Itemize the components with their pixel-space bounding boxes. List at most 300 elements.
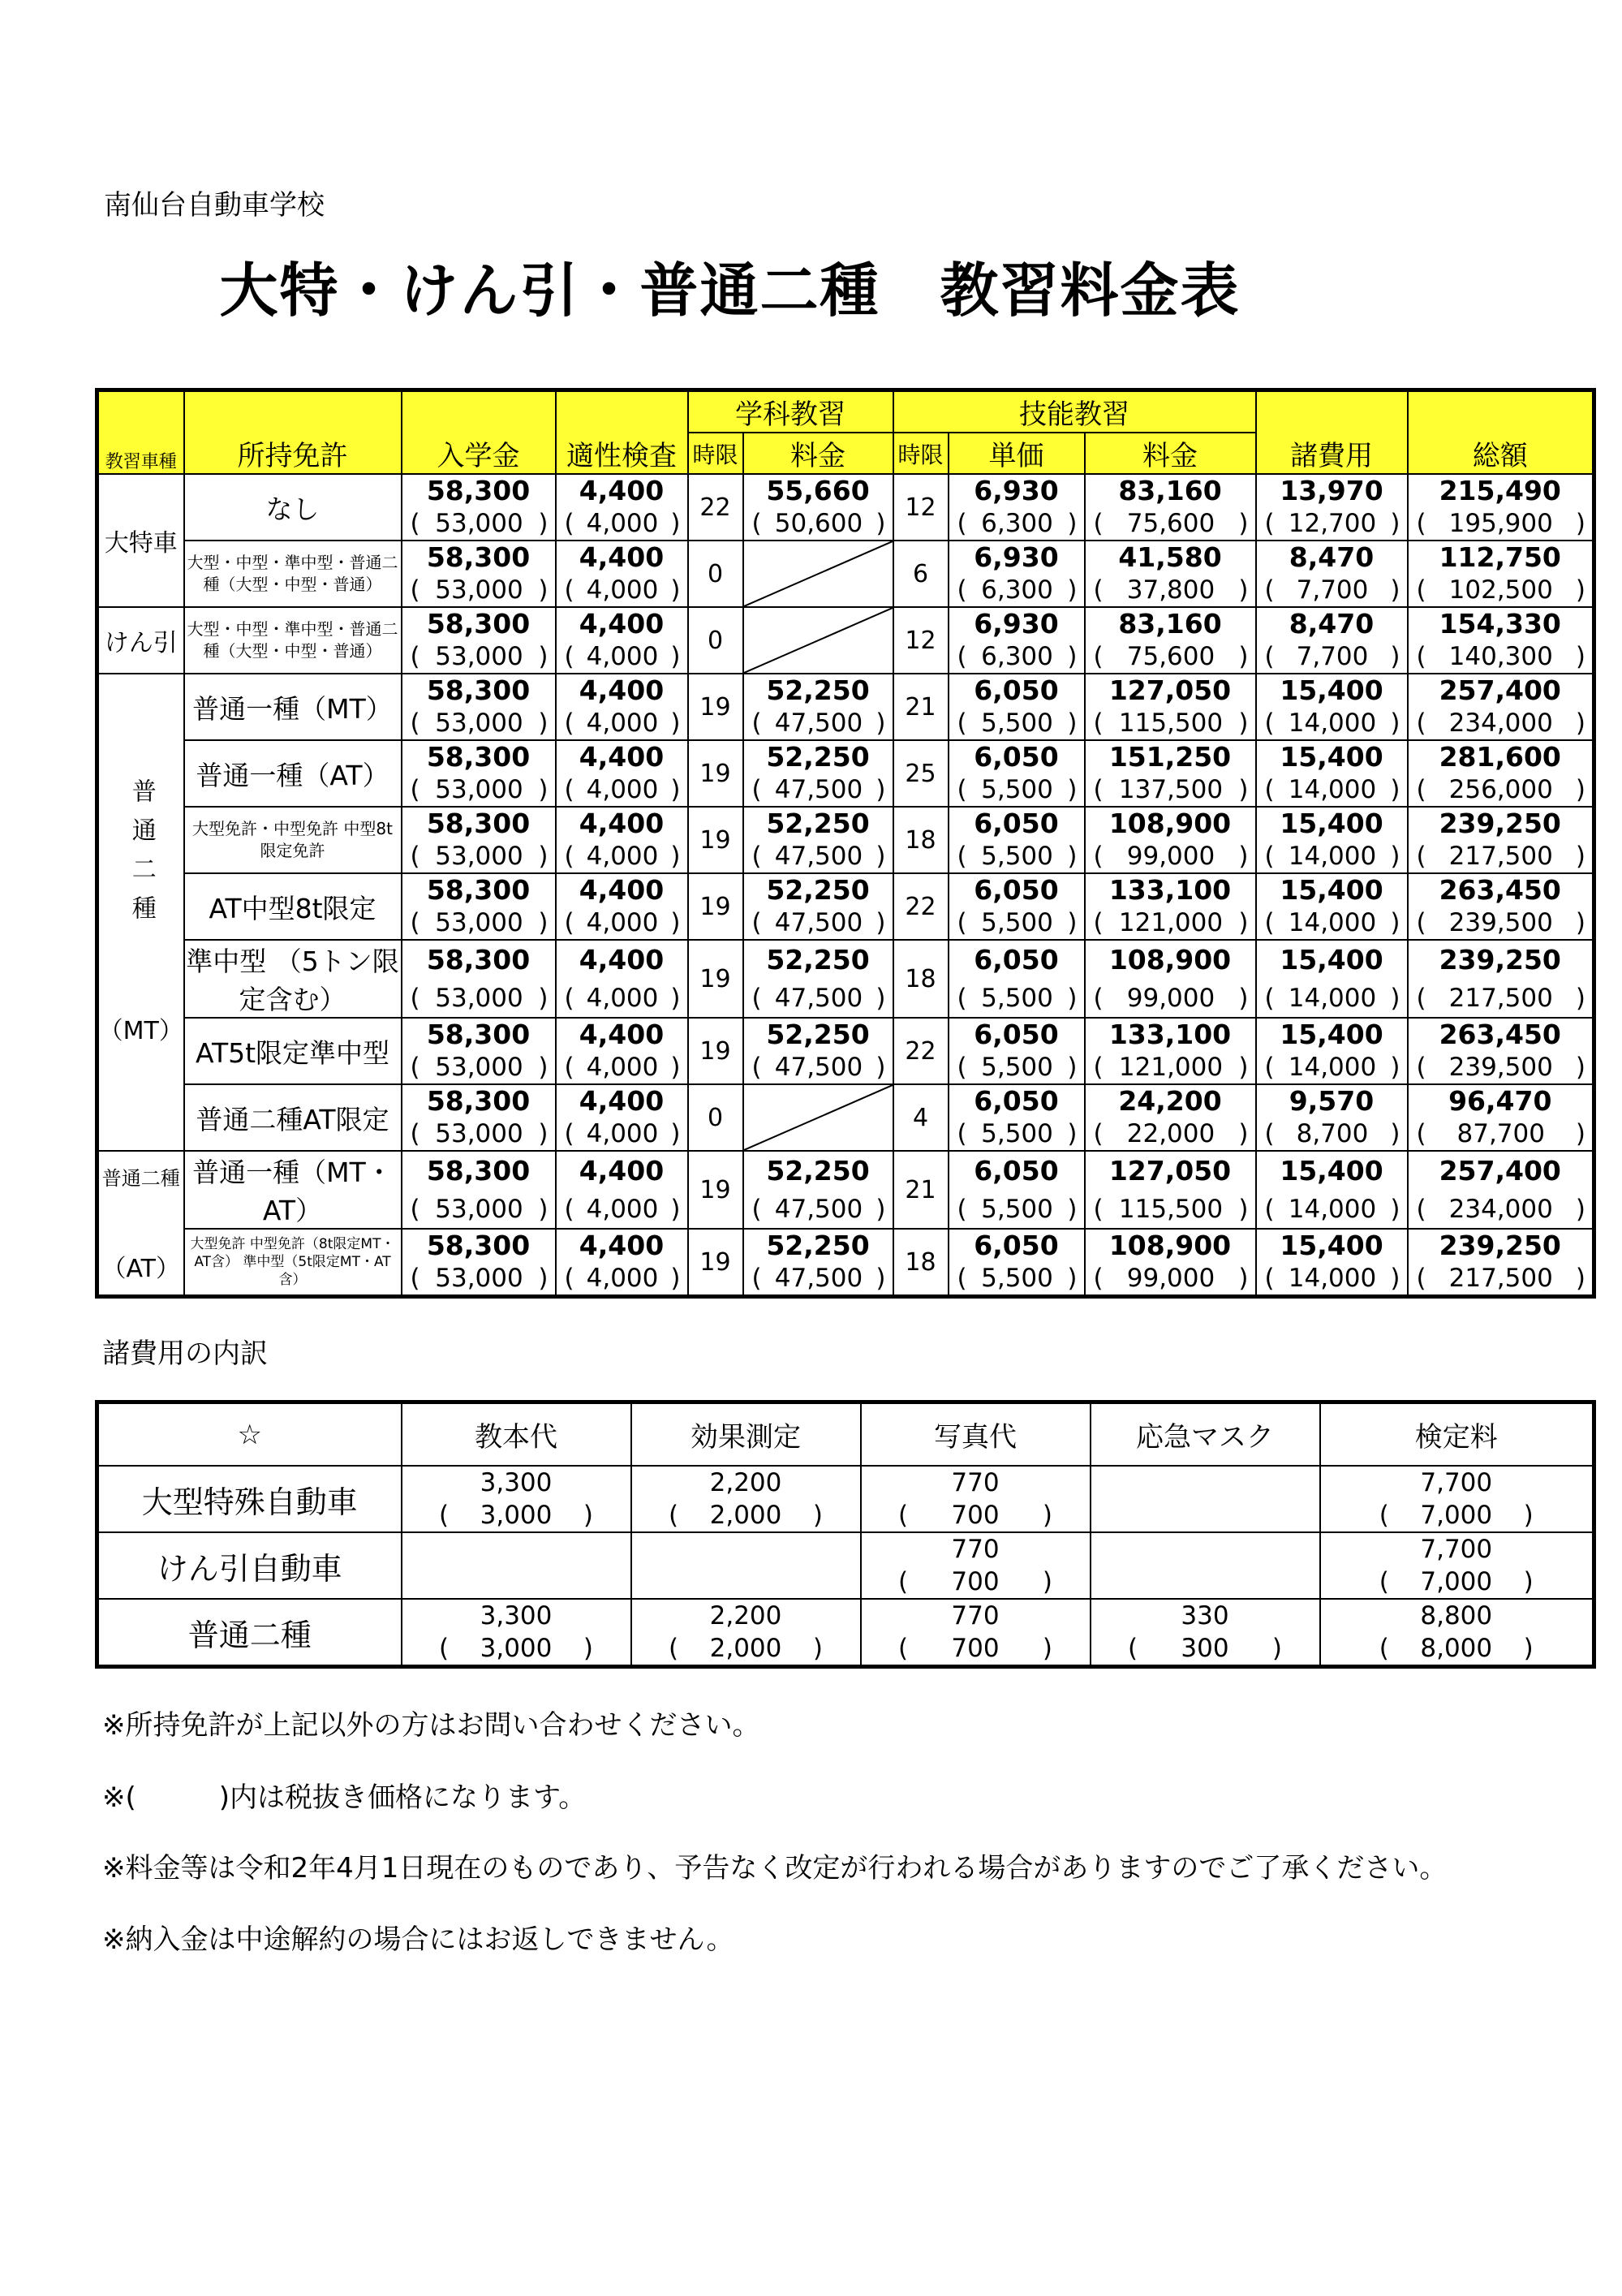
apt-taxex-value: 4,000 [586,908,659,937]
af-value: 52,250 [743,873,893,907]
fees-cell-taxex: ( 8,000 ) [1379,1634,1534,1663]
tot-value: 96,470 [1408,1084,1594,1118]
af-value: 52,250 [743,1151,893,1190]
misc-value: 15,400 [1256,807,1408,840]
note-4: ※納入金は中途解約の場合にはお返しできません。 [102,1923,734,1956]
apt-taxex-value: 4,000 [586,1194,659,1224]
header-license: 所持免許 [184,390,402,475]
fees-row [97,1599,1594,1667]
technical-hours: 18 [893,940,949,1018]
fees-cell-empty [631,1532,861,1599]
tf-taxex: ( 37,800 ) [1085,574,1256,607]
fee-row [97,873,1594,907]
misc-taxex-value: 14,000 [1288,983,1377,1013]
tf-taxex-value: 75,600 [1126,509,1215,538]
license-cell: 大型免許・中型免許 中型8t限定免許 [184,807,402,873]
fee-row [97,674,1594,707]
adm-taxex: ( 53,000 ) [402,840,556,873]
tf-value: 108,900 [1085,807,1256,840]
misc-taxex-value: 14,000 [1288,1194,1377,1224]
tot-value: 239,250 [1408,807,1594,840]
apt-taxex: ( 4,000 ) [556,840,688,873]
up-taxex-value: 5,500 [981,709,1053,738]
misc-taxex: ( 14,000 ) [1256,907,1408,940]
apt-value: 4,400 [556,873,688,907]
af-value: 52,250 [743,674,893,707]
af-value: 52,250 [743,807,893,840]
adm-taxex-value: 53,000 [435,775,523,804]
breakdown-title: 諸費用の内訳 [102,1338,268,1370]
tf-taxex-value: 75,600 [1126,642,1215,671]
adm-taxex-value: 53,000 [435,983,523,1013]
fees-cell [1320,1599,1594,1667]
fees-cell [402,1599,631,1667]
adm-taxex-value: 53,000 [435,1119,523,1148]
tf-value: 108,900 [1085,940,1256,979]
adm-taxex: ( 53,000 ) [402,507,556,541]
header-total: 総額 [1408,390,1594,475]
up-value: 6,050 [949,940,1085,979]
tf-value: 133,100 [1085,1018,1256,1051]
adm-taxex-value: 53,000 [435,575,523,605]
license-cell: 大型免許 中型免許（8t限定MT・AT含） 準中型（5t限定MT・AT含） [184,1229,402,1297]
up-taxex: ( 5,500 ) [949,1118,1085,1151]
tf-value: 41,580 [1085,541,1256,574]
fees-cell-taxex-value: 3,000 [480,1501,553,1530]
apt-value: 4,400 [556,1151,688,1190]
tf-taxex: ( 137,500 ) [1085,773,1256,807]
up-taxex-value: 5,500 [981,1053,1053,1082]
apt-taxex: ( 4,000 ) [556,574,688,607]
fee-row [97,541,1594,574]
license-cell: 普通一種（MT） [184,674,402,740]
technical-hours: 22 [893,1018,949,1084]
misc-value: 15,400 [1256,740,1408,773]
fees-cell-taxex-value: 2,000 [709,1634,782,1663]
tf-taxex-value: 121,000 [1118,1053,1224,1082]
fees-cell-value: 2,200 [709,1601,782,1630]
apt-taxex-value: 4,000 [586,842,659,871]
license-cell: 普通一種（AT） [184,740,402,807]
tf-taxex: ( 99,000 ) [1085,1262,1256,1297]
up-taxex: ( 5,500 ) [949,1190,1085,1229]
tf-taxex-value: 115,500 [1118,1194,1224,1224]
af-taxex-value: 47,500 [774,908,863,937]
adm-taxex: ( 53,000 ) [402,574,556,607]
tf-value: 24,200 [1085,1084,1256,1118]
fee-row [97,1018,1594,1051]
tot-value: 239,250 [1408,1229,1594,1262]
cat-kenin: けん引 [104,629,178,657]
tot-taxex: ( 239,500 ) [1408,907,1594,940]
license-cell: AT中型8t限定 [184,873,402,940]
tf-taxex: ( 121,000 ) [1085,1051,1256,1084]
header-technical-hours: 時限 [893,433,949,474]
tot-taxex: ( 140,300 ) [1408,640,1594,674]
adm-taxex: ( 53,000 ) [402,979,556,1018]
up-taxex-value: 6,300 [981,575,1053,605]
tf-taxex-value: 115,500 [1118,709,1224,738]
adm-taxex-value: 53,000 [435,908,523,937]
misc-value: 8,470 [1256,541,1408,574]
apt-taxex-value: 4,000 [586,983,659,1013]
cat-daitoku: 大特車 [104,529,178,558]
apt-value: 4,400 [556,607,688,640]
technical-hours: 18 [893,1229,949,1297]
adm-taxex: ( 53,000 ) [402,1051,556,1084]
technical-hours: 6 [893,541,949,607]
tot-value: 263,450 [1408,873,1594,907]
tf-taxex: ( 121,000 ) [1085,907,1256,940]
adm-value: 58,300 [402,740,556,773]
tot-taxex-value: 102,500 [1448,575,1553,605]
adm-value: 58,300 [402,607,556,640]
up-taxex-value: 5,500 [981,775,1053,804]
fees-row [97,1466,1594,1532]
academic-hours: 0 [688,1084,743,1151]
tot-value: 263,450 [1408,1018,1594,1051]
fees-cell-value: 3,300 [480,1468,553,1497]
tot-value: 257,400 [1408,674,1594,707]
misc-taxex: ( 14,000 ) [1256,707,1408,740]
academic-hours: 19 [688,940,743,1018]
fees-cell [631,1599,861,1667]
misc-value: 15,400 [1256,1018,1408,1051]
up-taxex-value: 5,500 [981,1119,1053,1148]
fees-cell-value: 330 [1181,1601,1229,1630]
fee-table [95,388,1596,1299]
misc-taxex-value: 7,700 [1296,575,1369,605]
adm-taxex-value: 53,000 [435,1053,523,1082]
cat-at: （AT） [101,1255,181,1283]
misc-taxex-value: 14,000 [1288,1053,1377,1082]
header-car-type: 教習車種 [97,390,184,475]
apt-value: 4,400 [556,740,688,773]
fees-cell-taxex: ( 2,000 ) [669,1501,823,1530]
misc-value: 9,570 [1256,1084,1408,1118]
note-3: ※料金等は令和2年4月1日現在のものであり、予告なく改定が行われる場合がありますのでご了承ください。 [102,1852,1448,1885]
tf-taxex: ( 75,600 ) [1085,507,1256,541]
tot-taxex: ( 217,500 ) [1408,979,1594,1018]
adm-value: 58,300 [402,1084,556,1118]
tf-taxex: ( 99,000 ) [1085,840,1256,873]
fees-cell-value: 770 [951,1468,1000,1497]
fees-cell [1320,1466,1594,1532]
fees-cell [631,1466,861,1532]
header-unit-price: 単価 [949,433,1085,474]
apt-taxex: ( 4,000 ) [556,1190,688,1229]
fees-row-label: 大型特殊自動車 [97,1466,402,1532]
tf-taxex: ( 115,500 ) [1085,707,1256,740]
misc-value: 15,400 [1256,1229,1408,1262]
tot-taxex: ( 234,000 ) [1408,707,1594,740]
fees-cell [861,1532,1091,1599]
af-value: 52,250 [743,1018,893,1051]
adm-value: 58,300 [402,1229,556,1262]
header-row-1 [97,390,1594,433]
fees-cell [402,1466,631,1532]
tot-taxex: ( 102,500 ) [1408,574,1594,607]
license-cell: 大型・中型・準中型・普通二種（大型・中型・普通） [184,607,402,674]
fees-cell-empty [1091,1532,1320,1599]
af-value: 52,250 [743,940,893,979]
adm-value: 58,300 [402,807,556,840]
technical-hours: 4 [893,1084,949,1151]
tot-value: 281,600 [1408,740,1594,773]
academic-hours: 19 [688,1018,743,1084]
tot-taxex: ( 195,900 ) [1408,507,1594,541]
adm-taxex-value: 53,000 [435,509,523,538]
up-taxex: ( 5,500 ) [949,840,1085,873]
fees-header-first-aid: 応急マスク [1091,1402,1320,1467]
up-taxex-value: 6,300 [981,509,1053,538]
apt-taxex-value: 4,000 [586,775,659,804]
header-academic-fee: 料金 [743,433,893,474]
tf-taxex-value: 99,000 [1126,842,1215,871]
adm-taxex-value: 53,000 [435,642,523,671]
misc-taxex: ( 14,000 ) [1256,1262,1408,1297]
fees-cell [1320,1532,1594,1599]
technical-hours: 12 [893,474,949,541]
up-taxex-value: 5,500 [981,983,1053,1013]
fees-cell-value: 3,300 [480,1601,553,1630]
fees-header-textbook: 教本代 [402,1402,631,1467]
apt-taxex: ( 4,000 ) [556,907,688,940]
adm-taxex: ( 53,000 ) [402,1262,556,1297]
misc-value: 15,400 [1256,674,1408,707]
af-value: 52,250 [743,740,893,773]
tf-value: 127,050 [1085,674,1256,707]
fees-cell-taxex: ( 700 ) [898,1634,1052,1663]
tf-taxex: ( 22,000 ) [1085,1118,1256,1151]
fees-cell-empty [1091,1466,1320,1532]
fees-cell-value: 7,700 [1420,1468,1493,1497]
misc-taxex-value: 14,000 [1288,775,1377,804]
fee-row [97,607,1594,640]
af-taxex: ( 47,500 ) [743,979,893,1018]
tot-taxex: ( 217,500 ) [1408,840,1594,873]
adm-taxex: ( 53,000 ) [402,1118,556,1151]
adm-value: 58,300 [402,940,556,979]
apt-taxex: ( 4,000 ) [556,979,688,1018]
tot-taxex: ( 234,000 ) [1408,1190,1594,1229]
fees-cell [1091,1599,1320,1667]
tot-taxex-value: 239,500 [1448,908,1553,937]
fees-cell-taxex-value: 700 [951,1567,1000,1596]
up-taxex: ( 5,500 ) [949,907,1085,940]
academic-hours: 19 [688,1229,743,1297]
apt-taxex: ( 4,000 ) [556,1051,688,1084]
misc-taxex: ( 14,000 ) [1256,979,1408,1018]
fees-cell-value: 770 [951,1601,1000,1630]
adm-value: 58,300 [402,474,556,507]
misc-value: 15,400 [1256,940,1408,979]
fees-cell-taxex: ( 3,000 ) [439,1634,593,1663]
header-admission: 入学金 [402,390,556,475]
adm-taxex-value: 53,000 [435,1194,523,1224]
technical-hours: 12 [893,607,949,674]
up-value: 6,050 [949,807,1085,840]
license-cell: 大型・中型・準中型・普通二種（大型・中型・普通） [184,541,402,607]
tot-value: 257,400 [1408,1151,1594,1190]
tf-value: 108,900 [1085,1229,1256,1262]
fees-cell-taxex: ( 700 ) [898,1567,1052,1596]
header-academic-hours: 時限 [688,433,743,474]
tot-value: 215,490 [1408,474,1594,507]
tot-taxex-value: 140,300 [1448,642,1553,671]
af-taxex: ( 47,500 ) [743,840,893,873]
misc-taxex: ( 14,000 ) [1256,1051,1408,1084]
fees-cell [861,1599,1091,1667]
technical-hours: 21 [893,674,949,740]
up-value: 6,050 [949,1151,1085,1190]
adm-taxex-value: 53,000 [435,842,523,871]
fees-cell-taxex-value: 7,000 [1420,1501,1493,1530]
header-academic: 学科教習 [688,390,893,433]
up-taxex: ( 5,500 ) [949,773,1085,807]
apt-taxex: ( 4,000 ) [556,1118,688,1151]
af-taxex-value: 47,500 [774,709,863,738]
misc-value: 15,400 [1256,1151,1408,1190]
apt-value: 4,400 [556,674,688,707]
tf-taxex: ( 99,000 ) [1085,979,1256,1018]
af-taxex-value: 47,500 [774,1264,863,1293]
fees-cell-value: 8,800 [1420,1601,1493,1630]
fees-cell [861,1466,1091,1532]
up-value: 6,050 [949,1018,1085,1051]
misc-taxex-value: 14,000 [1288,842,1377,871]
fees-cell-taxex-value: 2,000 [709,1501,782,1530]
adm-value: 58,300 [402,674,556,707]
fees-row-label: けん引自動車 [97,1532,402,1599]
af-taxex: ( 47,500 ) [743,1051,893,1084]
up-taxex-value: 5,500 [981,1194,1053,1224]
tot-value: 112,750 [1408,541,1594,574]
technical-hours: 25 [893,740,949,807]
misc-taxex: ( 7,700 ) [1256,574,1408,607]
up-value: 6,930 [949,607,1085,640]
misc-taxex-value: 12,700 [1288,509,1377,538]
misc-taxex: ( 7,700 ) [1256,640,1408,674]
misc-value: 8,470 [1256,607,1408,640]
fee-row [97,940,1594,979]
af-taxex-value: 50,600 [774,509,863,538]
fee-row [97,474,1594,507]
af-value: 52,250 [743,1229,893,1262]
tot-taxex-value: 256,000 [1448,775,1553,804]
license-cell: 普通二種AT限定 [184,1084,402,1151]
up-taxex: ( 6,300 ) [949,574,1085,607]
af-taxex: ( 50,600 ) [743,507,893,541]
misc-value: 15,400 [1256,873,1408,907]
tf-taxex-value: 137,500 [1118,775,1224,804]
fees-row-label: 普通二種 [97,1599,402,1667]
academic-hours: 19 [688,873,743,940]
af-taxex: ( 47,500 ) [743,1190,893,1229]
fee-row [97,740,1594,773]
academic-hours: 0 [688,541,743,607]
tot-taxex-value: 217,500 [1448,842,1553,871]
misc-taxex: ( 12,700 ) [1256,507,1408,541]
cat-futsu2-at: 普通二種 [101,1167,180,1190]
tf-taxex-value: 121,000 [1118,908,1224,937]
adm-value: 58,300 [402,1018,556,1051]
fees-cell-taxex-value: 3,000 [480,1634,553,1663]
academic-hours: 19 [688,1151,743,1229]
af-taxex-value: 47,500 [774,842,863,871]
tot-taxex-value: 217,500 [1448,983,1553,1013]
apt-taxex-value: 4,000 [586,575,659,605]
technical-hours: 18 [893,807,949,873]
af-value: 55,660 [743,474,893,507]
apt-taxex: ( 4,000 ) [556,507,688,541]
tot-taxex-value: 87,700 [1456,1119,1545,1148]
tf-value: 151,250 [1085,740,1256,773]
up-taxex-value: 5,500 [981,1264,1053,1293]
adm-taxex-value: 53,000 [435,709,523,738]
misc-taxex: ( 8,700 ) [1256,1118,1408,1151]
tf-taxex-value: 99,000 [1126,1264,1215,1293]
apt-value: 4,400 [556,474,688,507]
fees-cell-value: 7,700 [1420,1535,1493,1564]
tf-taxex: ( 75,600 ) [1085,640,1256,674]
academic-fee-na [743,1084,893,1151]
license-cell: なし [184,474,402,541]
af-taxex: ( 47,500 ) [743,1262,893,1297]
apt-taxex-value: 4,000 [586,642,659,671]
header-technical: 技能教習 [893,390,1256,433]
misc-fee-breakdown-table [95,1400,1596,1669]
header-aptitude: 適性検査 [556,390,688,475]
fees-row [97,1532,1594,1599]
apt-value: 4,400 [556,541,688,574]
header-technical-fee: 料金 [1085,433,1256,474]
apt-value: 4,400 [556,1084,688,1118]
car-type-cell [97,474,184,607]
adm-taxex-value: 53,000 [435,1264,523,1293]
tot-taxex-value: 234,000 [1448,1194,1553,1224]
misc-taxex: ( 14,000 ) [1256,840,1408,873]
note-1: ※所持免許が上記以外の方はお問い合わせください。 [102,1709,760,1742]
tf-value: 133,100 [1085,873,1256,907]
fee-row [97,807,1594,840]
adm-taxex: ( 53,000 ) [402,640,556,674]
academic-fee-na [743,541,893,607]
up-value: 6,050 [949,740,1085,773]
fees-cell-taxex-value: 300 [1181,1634,1229,1663]
note-2: ※( )内は税抜き価格になります。 [102,1781,587,1814]
academic-hours: 19 [688,674,743,740]
tot-taxex: ( 217,500 ) [1408,1262,1594,1297]
license-cell: 準中型 （5トン限定含む） [184,940,402,1018]
page-title [0,243,1622,328]
apt-taxex: ( 4,000 ) [556,1262,688,1297]
up-taxex: ( 5,500 ) [949,1051,1085,1084]
tot-taxex: ( 256,000 ) [1408,773,1594,807]
tot-taxex-value: 217,500 [1448,1264,1553,1293]
up-value: 6,050 [949,1229,1085,1262]
tf-taxex-value: 37,800 [1126,575,1215,605]
apt-taxex-value: 4,000 [586,509,659,538]
up-taxex: ( 5,500 ) [949,707,1085,740]
tf-taxex-value: 99,000 [1126,983,1215,1013]
technical-hours: 21 [893,1151,949,1229]
car-type-cell [97,607,184,674]
adm-value: 58,300 [402,541,556,574]
academic-hours: 22 [688,474,743,541]
license-cell: 普通一種（MT・AT） [184,1151,402,1229]
af-taxex: ( 47,500 ) [743,773,893,807]
